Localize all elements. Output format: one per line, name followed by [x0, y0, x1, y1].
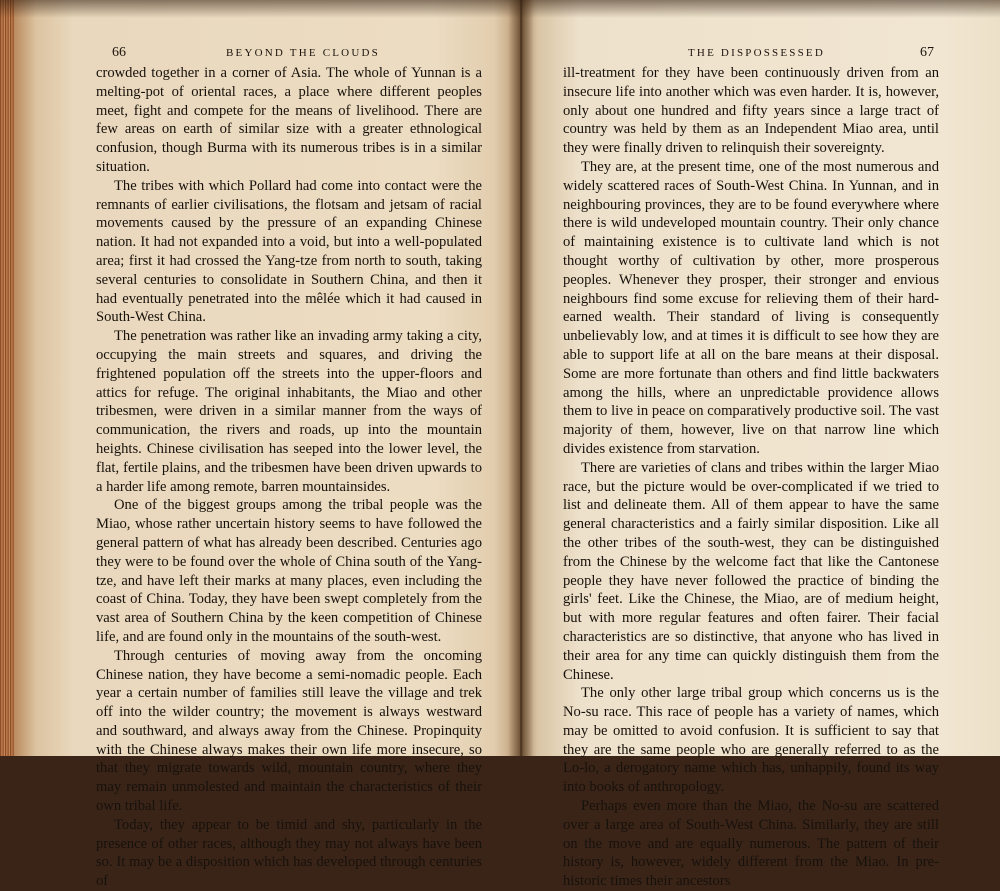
left-page-number: 66: [112, 45, 126, 60]
paragraph: Today, they appear to be timid and shy, particularly in the presence of other races, although they may not always have been so. It may be a disposition which has developed through centuries of: [96, 816, 482, 890]
book-gutter: [508, 0, 534, 756]
paragraph: Perhaps even more than the Miao, the No-su are scattered over a large area of South-West China. Similarly, they are still on the move and are equally numerous. The pattern of their history is, however, widely different from the Miao. In pre-historic times their ancestors: [563, 798, 939, 890]
right-page-body: [563, 64, 939, 891]
paragraph: The tribes with which Pollard had come into contact were the remnants of earlier civilisations, the flotsam and jetsam of racial movements caused by the pressure of an expanding Chinese nation. It had not expanded into a void, but into a well-populated area; first it had crossed the Yang-tze from north to south, taking several centuries to consolidate in Southern China, and then it had eventually penetrated into the mêlée which it had caused in South-West China.: [96, 177, 482, 326]
paragraph: There are varieties of clans and tribes within the larger Miao race, but the picture would be over-complicated if we tried to list and delineate them. All of them appear to have the same general characteristics and a fairly similar disposition. Like all the other tribes of the south-west, they can be distinguished from the Chinese by the welcome fact that like the Cantonese people they have never followed the practice of binding the girls' feet. Like the Chinese, the Miao, are of medium height, but with more regular features and often fairer. Their facial characteristics are so distinctive, that anyone who has lived in their area for any time can quickly distinguish them from the Chinese.: [563, 459, 939, 683]
paragraph: crowded together in a corner of Asia. The whole of Yunnan is a melting-pot of oriental races, a place where different peoples meet, fight and compete for the means of livelihood. There are few areas on earth of similar size with a greater ethnological confusion, though Burma with its numerous tribes is in a similar situation.: [96, 65, 482, 175]
paragraph: One of the biggest groups among the tribal people was the Miao, whose rather uncertain history seems to have followed the general pattern of what has already been described. Centuries ago they were to be found over the whole of China south of the Yang-tze, and have left their marks at many places, even including the coast of China. Today, they have been swept completely from the vast area of Southern China by the keen competition of Chinese life, and are found only in the mountains of the south-west.: [96, 497, 482, 645]
paragraph: The penetration was rather like an invading army taking a city, occupying the main streets and squares, and driving the frightened population off the streets into the upper-floors and attics for refuge. The original inhabitants, the Miao and other tribesmen, were driven in a similar manner from the ways of communication, the rivers and roads, up into the mountain heights. Chinese civilisation has seeped into the lower level, the flat, fertile plains, and the tribesmen have been driven upwards to a harder life among remote, barren mountainsides.: [96, 328, 482, 495]
top-shadow: [0, 0, 1000, 18]
page-edges: [0, 0, 14, 756]
right-running-head: THE DISPOSSESSED: [688, 47, 825, 59]
paragraph: The only other large tribal group which concerns us is the No-su race. This race of people has a variety of names, which may be omitted to avoid confusion. It is sufficient to say that they are the same people who are generally referred to as the Lo-lo, a derogatory name which has, unhappily, found its way into books of anthropology.: [563, 685, 939, 796]
paragraph: ill-treatment for they have been continuously driven from an insecure life into another which was even harder. It is, however, only about one hundred and fifty years since a large tract of country was held by them as an Independent Miao area, until they were finally driven to relinquish their sovereignty.: [563, 65, 939, 157]
left-page-body: [96, 64, 482, 891]
paragraph: They are, at the present time, one of the most numerous and widely scattered races of South-West China. In Yunnan, and in neighbouring provinces, they are to be found everywhere where there is wild undeveloped mountain country. Their only chance of maintaining existence is to cultivate land which is not thought worthy of cultivation by other, more prosperous peoples. Whenever they prosper, their stronger and envious neighbours find some excuse for relieving them of their hard-earned wealth. Their standard of living is consequently unbelievably low, and at times it is difficult to see how they are able to support life at all on the bare means at their disposal. Some are more fortunate than others and find little backwaters among the hills, where an unpredictable providence allows them to live in peace on comparatively productive soil. The vast majority of them, however, live on that narrow line which divides existence from starvation.: [563, 158, 939, 457]
paragraph: Through centuries of moving away from the oncoming Chinese nation, they have become a semi-nomadic people. Each year a certain number of families still leave the village and trek off into the wilder country; the movement is always westward and southward, and always away from the Chinese. Propinquity with the Chinese always makes their own life more insecure, so that they migrate towards wild, mountain country, where they may remain unmolested and maintain the characteristics of their own tribal life.: [96, 647, 482, 815]
left-running-head: BEYOND THE CLOUDS: [226, 47, 380, 59]
right-page-number: 67: [920, 45, 934, 60]
